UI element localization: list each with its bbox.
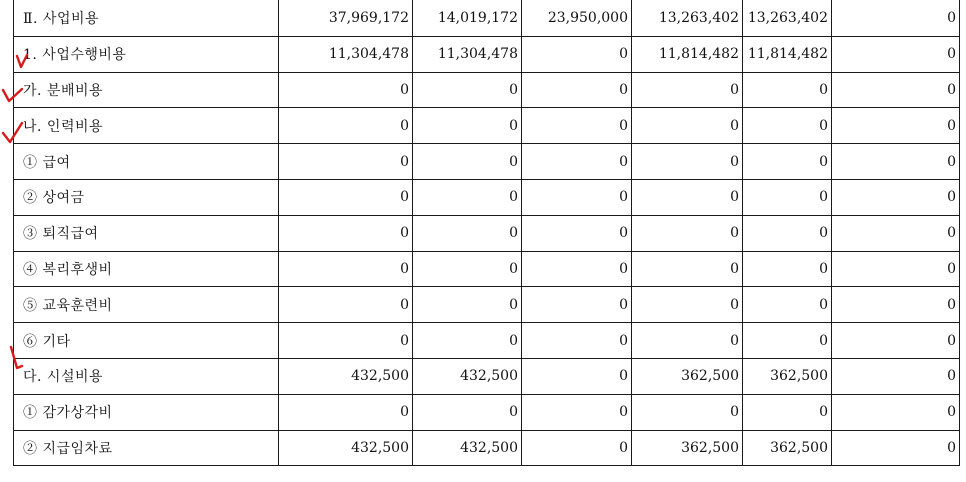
amount-cell: 432,500 <box>279 430 413 466</box>
amount-cell: 11,304,478 <box>413 36 522 72</box>
amount-cell: 0 <box>632 287 743 323</box>
amount-cell: 432,500 <box>279 358 413 394</box>
amount-cell: 0 <box>632 179 743 215</box>
table-row <box>14 287 960 323</box>
amount-cell: 0 <box>632 72 743 108</box>
amount-cell: 0 <box>413 144 522 180</box>
row-label: 다. 시설비용 <box>14 358 279 394</box>
amount-cell: 0 <box>832 430 960 466</box>
amount-cell: 0 <box>832 36 960 72</box>
amount-cell: 0 <box>413 179 522 215</box>
amount-cell: 0 <box>413 72 522 108</box>
amount-cell: 0 <box>522 430 632 466</box>
amount-cell: 0 <box>522 323 632 359</box>
amount-cell: 362,500 <box>743 430 832 466</box>
amount-cell: 0 <box>279 394 413 430</box>
row-label: ③ 퇴직급여 <box>14 215 279 251</box>
amount-cell: 0 <box>279 215 413 251</box>
expense-table <box>13 0 960 466</box>
amount-cell: 0 <box>743 144 832 180</box>
amount-cell: 0 <box>832 144 960 180</box>
amount-cell: 0 <box>743 215 832 251</box>
amount-cell: 0 <box>279 251 413 287</box>
expense-table-body <box>14 1 960 466</box>
amount-cell: 0 <box>522 72 632 108</box>
amount-cell: 0 <box>522 251 632 287</box>
amount-cell: 0 <box>743 179 832 215</box>
row-label: ① 감가상각비 <box>14 394 279 430</box>
amount-cell: 0 <box>632 144 743 180</box>
amount-cell: 0 <box>832 108 960 144</box>
row-label: ④ 복리후생비 <box>14 251 279 287</box>
amount-cell: 0 <box>743 287 832 323</box>
amount-cell: 0 <box>832 358 960 394</box>
amount-cell: 0 <box>743 108 832 144</box>
amount-cell: 37,969,172 <box>279 1 413 37</box>
table-row <box>14 394 960 430</box>
amount-cell: 11,814,482 <box>632 36 743 72</box>
amount-cell: 0 <box>522 394 632 430</box>
amount-cell: 362,500 <box>632 358 743 394</box>
row-label: 1. 사업수행비용 <box>14 36 279 72</box>
amount-cell: 0 <box>413 287 522 323</box>
table-row <box>14 36 960 72</box>
amount-cell: 0 <box>743 323 832 359</box>
table-row <box>14 323 960 359</box>
amount-cell: 0 <box>522 36 632 72</box>
amount-cell: 13,263,402 <box>632 1 743 37</box>
amount-cell: 0 <box>832 72 960 108</box>
amount-cell: 0 <box>632 394 743 430</box>
amount-cell: 0 <box>632 251 743 287</box>
amount-cell: 0 <box>832 323 960 359</box>
amount-cell: 13,263,402 <box>743 1 832 37</box>
amount-cell: 0 <box>413 108 522 144</box>
amount-cell: 0 <box>279 179 413 215</box>
amount-cell: 0 <box>832 287 960 323</box>
amount-cell: 0 <box>522 144 632 180</box>
table-row <box>14 108 960 144</box>
amount-cell: 0 <box>743 72 832 108</box>
amount-cell: 0 <box>413 394 522 430</box>
amount-cell: 0 <box>743 394 832 430</box>
amount-cell: 0 <box>413 251 522 287</box>
row-label: ② 지급임차료 <box>14 430 279 466</box>
amount-cell: 0 <box>832 394 960 430</box>
amount-cell: 0 <box>522 358 632 394</box>
amount-cell: 0 <box>279 144 413 180</box>
amount-cell: 0 <box>279 72 413 108</box>
amount-cell: 0 <box>832 179 960 215</box>
row-label: 나. 인력비용 <box>14 108 279 144</box>
amount-cell: 0 <box>632 215 743 251</box>
row-label: ② 상여금 <box>14 179 279 215</box>
amount-cell: 432,500 <box>413 358 522 394</box>
row-label: ⑥ 기타 <box>14 323 279 359</box>
amount-cell: 11,304,478 <box>279 36 413 72</box>
table-row <box>14 430 960 466</box>
amount-cell: 0 <box>413 215 522 251</box>
amount-cell: 0 <box>743 251 832 287</box>
row-label: ⑤ 교육훈련비 <box>14 287 279 323</box>
amount-cell: 362,500 <box>743 358 832 394</box>
amount-cell: 0 <box>632 323 743 359</box>
table-row <box>14 179 960 215</box>
amount-cell: 0 <box>832 1 960 37</box>
table-row <box>14 72 960 108</box>
amount-cell: 0 <box>522 287 632 323</box>
amount-cell: 14,019,172 <box>413 1 522 37</box>
amount-cell: 0 <box>832 251 960 287</box>
amount-cell: 0 <box>279 287 413 323</box>
amount-cell: 0 <box>632 108 743 144</box>
amount-cell: 0 <box>279 323 413 359</box>
row-label: 가. 분배비용 <box>14 72 279 108</box>
amount-cell: 0 <box>832 215 960 251</box>
row-label: ① 급여 <box>14 144 279 180</box>
table-row <box>14 215 960 251</box>
row-label: Ⅱ. 사업비용 <box>14 1 279 37</box>
amount-cell: 0 <box>522 215 632 251</box>
amount-cell: 23,950,000 <box>522 1 632 37</box>
amount-cell: 362,500 <box>632 430 743 466</box>
amount-cell: 11,814,482 <box>743 36 832 72</box>
amount-cell: 0 <box>522 179 632 215</box>
table-row <box>14 1 960 37</box>
amount-cell: 0 <box>279 108 413 144</box>
amount-cell: 0 <box>413 323 522 359</box>
amount-cell: 432,500 <box>413 430 522 466</box>
table-row <box>14 251 960 287</box>
table-row <box>14 358 960 394</box>
table-row <box>14 144 960 180</box>
amount-cell: 0 <box>522 108 632 144</box>
